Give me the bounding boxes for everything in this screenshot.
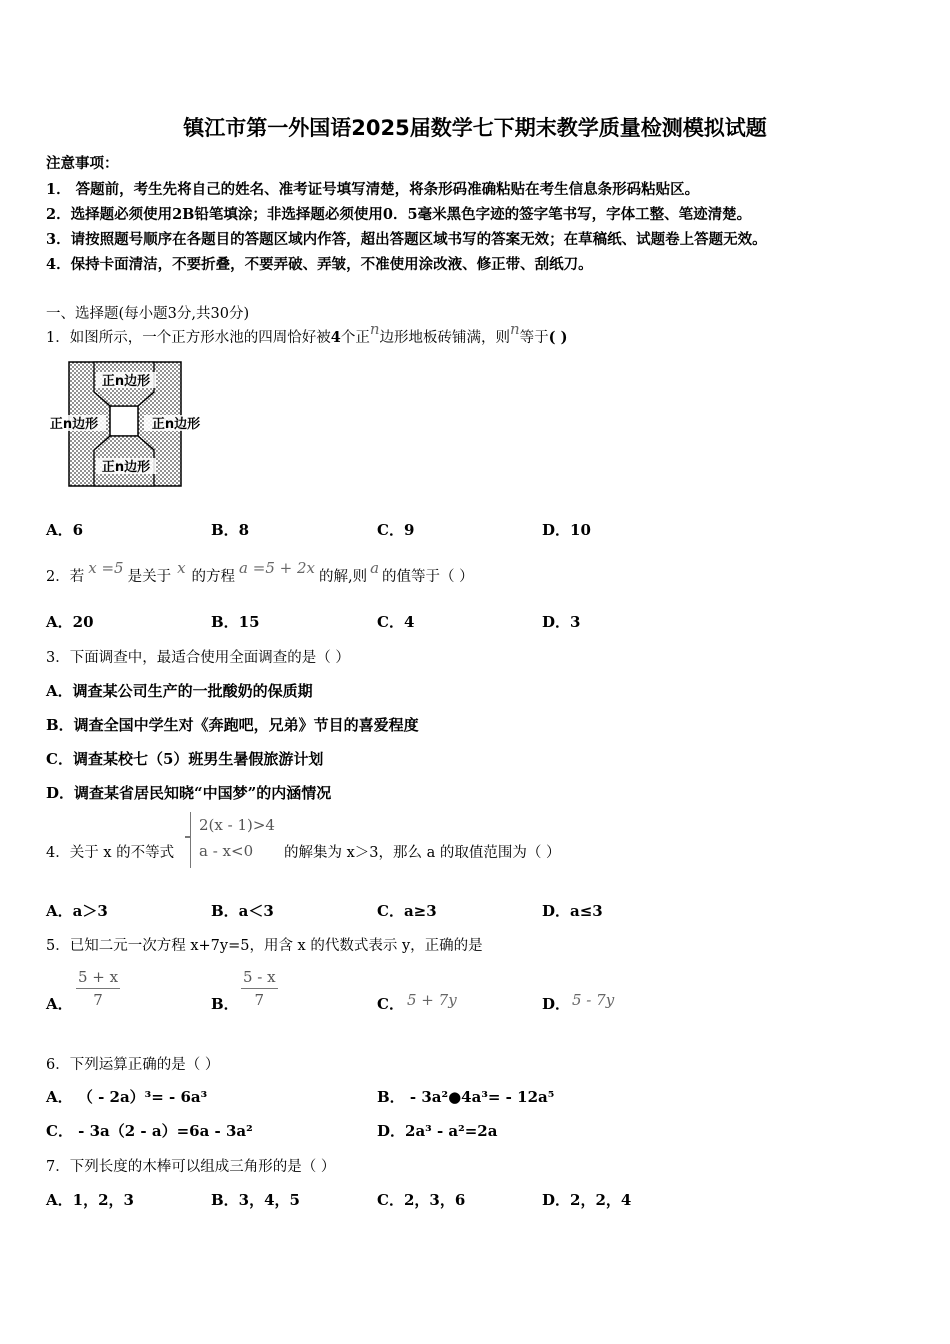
question-3-stem: 3．下面调查中，最适合使用全面调查的是（ ） bbox=[46, 650, 350, 666]
q5-option-c-label: C． bbox=[377, 995, 404, 1013]
q5-a-denominator: 7 bbox=[93, 991, 103, 1009]
notice-heading: 注意事项： bbox=[46, 155, 119, 172]
notice-item: 4．保持卡面清洁，不要折叠，不要弄破、弄皱，不准使用涂改液、修正带、刮纸刀。 bbox=[46, 256, 593, 273]
fig-label-top: 正n边形 bbox=[101, 374, 151, 389]
q2-eq1: x =5 bbox=[88, 559, 124, 577]
q7-option-a: A．1，2，3 bbox=[46, 1191, 134, 1209]
q1-four: 4 bbox=[330, 329, 341, 346]
q1-pre: 1．如图所示，一个正方形水池的四周恰好被 bbox=[46, 330, 331, 346]
q3-option-b: B．调查全国中学生对《奔跑吧，兄弟》节目的喜爱程度 bbox=[46, 716, 419, 734]
notice-item: 2．选择题必须使用2B铅笔填涂；非选择题必须使用0．5毫米黑色字迹的签字笔书写，字体工整、笔迹清楚。 bbox=[46, 206, 752, 223]
q4-option-b: B．a＜3 bbox=[211, 902, 274, 920]
q5-option-b-label: B． bbox=[211, 995, 239, 1013]
question-5-stem: 5．已知二元一次方程 x+7y=5，用含 x 的代数式表示 y，正确的是 bbox=[46, 938, 483, 954]
q5-option-c-expr: 5 + 7y bbox=[407, 991, 457, 1009]
q4-option-d: D．a≤3 bbox=[542, 902, 603, 920]
q6-option-d: D．2a³ - a²=2a bbox=[377, 1122, 498, 1140]
q2-t1: 是关于 bbox=[127, 569, 172, 585]
q2-t4: 的值等于（ ） bbox=[382, 569, 474, 585]
question-7-stem: 7．下列长度的木棒可以组成三角形的是（ ） bbox=[46, 1159, 336, 1175]
q5-option-b-fraction bbox=[241, 968, 278, 1009]
q5-option-a-fraction bbox=[76, 968, 120, 1009]
q7-option-d: D．2，2，4 bbox=[542, 1191, 632, 1209]
q1-option-d: D．10 bbox=[542, 521, 591, 539]
q6-option-a: A． （ - 2a）³= - 6a³ bbox=[46, 1088, 208, 1106]
fig-label-right: 正n边形 bbox=[151, 417, 201, 432]
q7-option-c: C．2，3，6 bbox=[377, 1191, 466, 1209]
q2-t3: 的解,则 bbox=[318, 569, 368, 585]
q1-option-c: C．9 bbox=[377, 521, 415, 539]
q6-option-b: B． - 3a²●4a³= - 12a⁵ bbox=[377, 1088, 555, 1106]
q2-eq2: a =5 + 2x bbox=[239, 559, 315, 577]
inequality-2: a - x<0 bbox=[199, 842, 254, 860]
inequality-1: 2(x - 1)>4 bbox=[199, 816, 275, 834]
page-title: 镇江市第一外国语2025届数学七下期末教学质量检测模拟试题 bbox=[183, 116, 767, 140]
q2-x: x bbox=[177, 559, 186, 577]
q2-t2: 的方程 bbox=[191, 569, 236, 585]
fig-label-bottom: 正n边形 bbox=[101, 460, 151, 475]
question-1-stem bbox=[46, 320, 568, 347]
q2-option-b: B．15 bbox=[211, 613, 260, 631]
question-2-stem bbox=[46, 559, 474, 586]
q4-option-c: C．a≥3 bbox=[377, 902, 437, 920]
q2-option-d: D．3 bbox=[542, 613, 581, 631]
q5-option-d-expr: 5 - 7y bbox=[572, 991, 615, 1009]
fig-label-left: 正n边形 bbox=[49, 417, 99, 432]
q2-pre: 2．若 bbox=[46, 569, 85, 585]
q2-a: a bbox=[370, 559, 380, 577]
q5-option-d-label: D． bbox=[542, 995, 571, 1013]
q7-option-b: B．3，4，5 bbox=[211, 1191, 300, 1209]
question-4-post: 的解集为 x＞3，那么 a 的取值范围为（ ） bbox=[284, 845, 561, 861]
q1-option-a: A．6 bbox=[46, 521, 84, 539]
q2-option-a: A．20 bbox=[46, 613, 94, 631]
q2-option-c: C．4 bbox=[377, 613, 415, 631]
pool-tiling-figure bbox=[44, 358, 214, 490]
notice-item: 3．请按照题号顺序在各题目的答题区域内作答，超出答题区域书写的答案无效；在草稿纸、试题卷上答题无效。 bbox=[46, 231, 767, 248]
q1-n: n bbox=[369, 320, 380, 338]
pool-square bbox=[110, 406, 138, 436]
notice-item: 1． 答题前，考生先将自己的姓名、准考证号填写清楚，将条形码准确粘贴在考生信息条形码粘贴区。 bbox=[46, 181, 700, 198]
q3-option-d: D．调查某省居民知晓“中国梦”的内涵情况 bbox=[46, 784, 332, 802]
q5-option-a-label: A． bbox=[46, 995, 73, 1013]
q1-paren: ( ) bbox=[548, 329, 568, 346]
question-6-stem: 6．下列运算正确的是（ ） bbox=[46, 1057, 220, 1073]
question-4-pre: 4．关于 x 的不等式 bbox=[46, 845, 175, 861]
q1-mid2: 边形地板砖铺满，则 bbox=[379, 330, 510, 346]
q5-b-numerator: 5 - x bbox=[241, 968, 278, 989]
q6-option-c: C． - 3a（2 - a）=6a - 3a² bbox=[46, 1122, 253, 1140]
q3-option-c: C．调查某校七（5）班男生暑假旅游计划 bbox=[46, 750, 324, 768]
section-heading: 一、选择题(每小题3分,共30分) bbox=[46, 306, 250, 322]
inequality-system bbox=[190, 812, 275, 868]
q1-mid: 个正 bbox=[340, 330, 370, 346]
q3-option-a: A．调查某公司生产的一批酸奶的保质期 bbox=[46, 682, 313, 700]
q1-n2: n bbox=[510, 320, 520, 338]
q4-option-a: A．a＞3 bbox=[46, 902, 108, 920]
q1-post: 等于 bbox=[519, 330, 549, 346]
q5-b-denominator: 7 bbox=[254, 991, 265, 1009]
q5-a-numerator: 5 + x bbox=[76, 968, 120, 989]
q1-option-b: B．8 bbox=[211, 521, 250, 539]
